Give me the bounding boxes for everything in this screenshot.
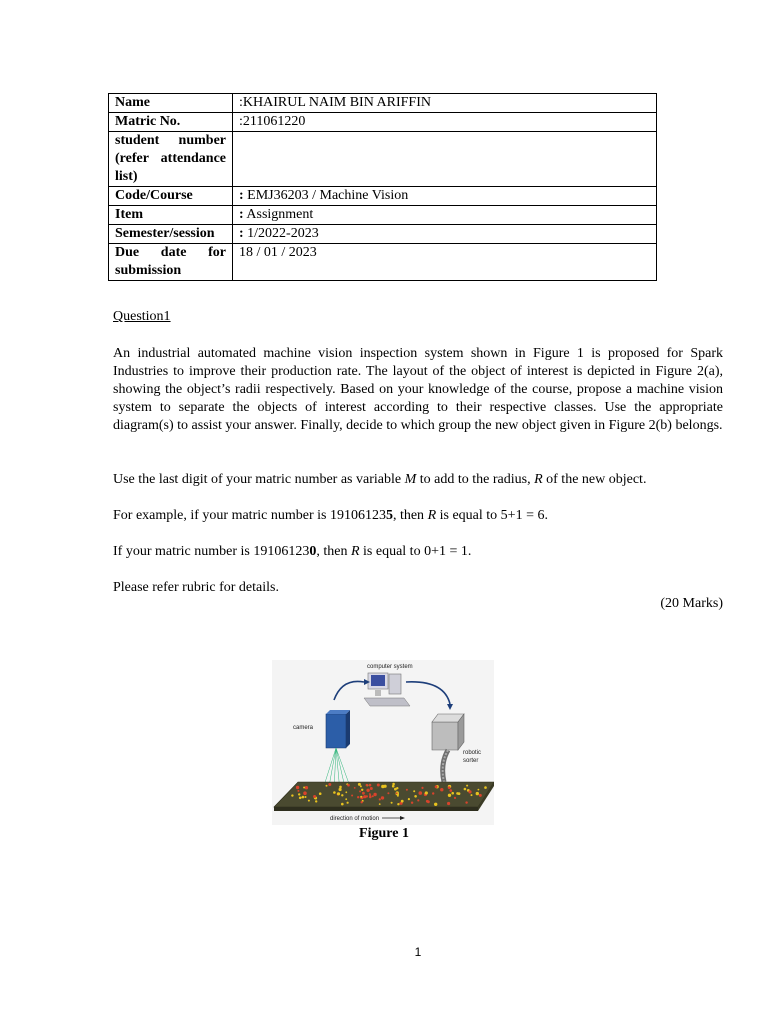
info-label: Semester/session <box>109 225 233 244</box>
label-direction-of-motion: direction of motion <box>330 816 380 822</box>
belt-object <box>456 792 459 795</box>
belt-object <box>315 800 317 802</box>
belt-object <box>351 795 353 797</box>
text-run: , then <box>392 508 428 523</box>
belt-object <box>454 797 456 799</box>
belt-object <box>394 788 397 791</box>
belt-object <box>345 798 347 800</box>
text-run: , then <box>316 544 351 559</box>
belt-object <box>425 791 428 794</box>
figure-1-diagram <box>272 660 494 825</box>
belt-object <box>339 788 342 791</box>
text-run: is equal to 0+1 = 1. <box>359 544 472 559</box>
belt-object <box>466 785 468 787</box>
belt-object <box>432 792 434 794</box>
info-row-course <box>109 187 657 206</box>
info-row-due-date <box>109 244 657 281</box>
belt-object <box>476 792 479 795</box>
semester-value: 1/2022-2023 <box>243 226 319 241</box>
belt-object <box>319 792 322 795</box>
text-run: of the new object. <box>542 472 647 487</box>
belt-object <box>297 790 299 792</box>
digit-bold: 0 <box>309 544 317 559</box>
text-run: For example, if your matric number is 19106123 <box>113 508 386 523</box>
variable-r: R <box>350 544 360 559</box>
info-label: Matric No. <box>109 113 233 132</box>
info-label: Item <box>109 206 233 225</box>
info-row-name <box>109 94 657 113</box>
belt-object <box>354 787 356 789</box>
belt-object <box>377 784 380 787</box>
belt-object <box>484 786 487 789</box>
marks-label: (20 Marks) <box>660 596 723 611</box>
belt-object <box>362 792 365 795</box>
belt-object <box>347 802 349 804</box>
belt-object <box>427 800 430 803</box>
info-label: Code/Course <box>109 187 233 206</box>
camera-icon <box>326 710 350 748</box>
belt-object <box>361 801 363 803</box>
info-value <box>233 225 657 244</box>
belt-object <box>408 798 410 800</box>
belt-object <box>303 787 305 789</box>
belt-object <box>434 803 437 806</box>
colon-prefix: : <box>239 226 244 241</box>
belt-object <box>369 784 372 787</box>
belt-object <box>421 787 423 789</box>
belt-object <box>360 785 362 787</box>
belt-object <box>328 783 331 786</box>
info-row-student-number <box>109 132 657 187</box>
belt-object <box>373 793 376 796</box>
info-value: 18 / 01 / 2023 <box>233 244 657 281</box>
text-run: If your matric number is 19106123 <box>113 544 310 559</box>
belt-object <box>392 783 395 786</box>
text-run: Use the last digit of your matric number as variable <box>113 472 405 487</box>
belt-object <box>305 786 308 789</box>
label-sorter: sorter <box>463 758 479 764</box>
belt-object <box>313 795 316 798</box>
variable-m: M <box>404 472 417 487</box>
info-label: student number (refer attendance list) <box>109 132 233 187</box>
belt-object <box>361 789 363 791</box>
belt-object <box>411 802 413 804</box>
info-value: :211061220 <box>233 113 657 132</box>
belt-object <box>303 791 307 795</box>
belt-object <box>468 790 471 793</box>
belt-object <box>419 791 423 795</box>
info-value <box>233 132 657 187</box>
variable-r: R <box>427 508 437 523</box>
belt-object <box>379 798 381 800</box>
example-line-2 <box>113 543 723 561</box>
info-value <box>233 206 657 225</box>
info-value: :KHAIRUL NAIM BIN ARIFFIN <box>233 94 657 113</box>
belt-object <box>379 803 381 805</box>
belt-object <box>341 803 344 806</box>
belt-object <box>341 794 343 796</box>
belt-object <box>363 795 366 798</box>
label-robotic: robotic <box>463 750 482 756</box>
belt-object <box>296 786 299 789</box>
belt-object <box>397 795 399 797</box>
belt-object <box>479 794 482 797</box>
info-row-matric <box>109 113 657 132</box>
figure-caption: Figure 1 <box>359 826 409 841</box>
belt-object <box>471 794 473 796</box>
instruction-line <box>113 471 723 489</box>
belt-object <box>465 801 467 803</box>
info-row-item <box>109 206 657 225</box>
belt-object <box>302 796 305 799</box>
belt-object <box>417 799 419 801</box>
belt-object <box>359 790 361 792</box>
belt-object <box>360 796 362 798</box>
belt-object <box>447 802 450 805</box>
question-paragraph: An industrial automated machine vision inspection system shown in Figure 1 is proposed for Spark Industries to improve their production rate. The layout of the object of interest is depicted in Figure 2(a), showing the object’s radii respectively. Based on your knowledge of the course, propose a machine vision system to separate the objects of interest according to their respective classes. Use the appropriate diagram(s) to assist your answer. Finally, decide to which group the new object given in Figure 2(b) belongs. <box>113 346 723 433</box>
example-line-1 <box>113 507 723 525</box>
belt-object <box>448 786 451 789</box>
info-label: Name <box>109 94 233 113</box>
student-info-table <box>108 93 657 281</box>
digit-bold: 5 <box>385 508 393 523</box>
belt-object <box>333 791 336 794</box>
belt-object <box>384 785 387 788</box>
belt-object <box>406 789 408 791</box>
belt-object <box>326 785 328 787</box>
belt-object <box>451 792 454 795</box>
belt-object <box>337 792 340 795</box>
belt-object <box>298 793 300 795</box>
belt-object <box>435 785 438 788</box>
belt-object <box>414 795 417 798</box>
belt-object <box>357 796 359 798</box>
belt-object <box>448 794 451 797</box>
belt-object <box>381 796 384 799</box>
belt-object <box>372 795 374 797</box>
belt-object <box>291 794 293 796</box>
page-number: 1 <box>414 945 422 959</box>
rubric-note: Please refer rubric for details. <box>113 580 279 595</box>
label-camera: camera <box>293 725 314 731</box>
text-run: is equal to 5+1 = 6. <box>436 508 548 523</box>
belt-object <box>478 789 480 791</box>
belt-object <box>413 790 415 792</box>
belt-object <box>392 785 395 788</box>
belt-object <box>358 783 361 786</box>
label-computer-system: computer system <box>367 664 413 670</box>
belt-object <box>387 792 389 794</box>
variable-r: R <box>534 472 543 487</box>
belt-object <box>347 784 350 787</box>
belt-object <box>366 789 369 792</box>
belt-object <box>369 796 372 799</box>
colon-prefix: : <box>239 207 244 222</box>
belt-object <box>401 800 404 803</box>
belt-object <box>366 784 368 786</box>
question-title: Question1 <box>113 309 171 324</box>
belt-object <box>397 803 399 805</box>
info-row-semester <box>109 225 657 244</box>
belt-object <box>305 796 307 798</box>
belt-object <box>308 800 310 802</box>
belt-object <box>396 792 398 794</box>
info-label: Due date for submission <box>109 244 233 281</box>
belt-object <box>299 797 302 800</box>
text-run: to add to the radius, <box>416 472 535 487</box>
belt-object <box>370 787 373 790</box>
belt-object <box>464 788 467 791</box>
belt-object <box>440 788 443 791</box>
belt-object <box>450 789 453 792</box>
belt-object <box>345 791 347 793</box>
colon-prefix: : <box>239 188 244 203</box>
belt-object <box>339 786 342 789</box>
belt-object <box>391 802 393 804</box>
item-value: Assignment <box>243 207 314 222</box>
course-value: EMJ36203 / Machine Vision <box>243 188 409 203</box>
info-value <box>233 187 657 206</box>
